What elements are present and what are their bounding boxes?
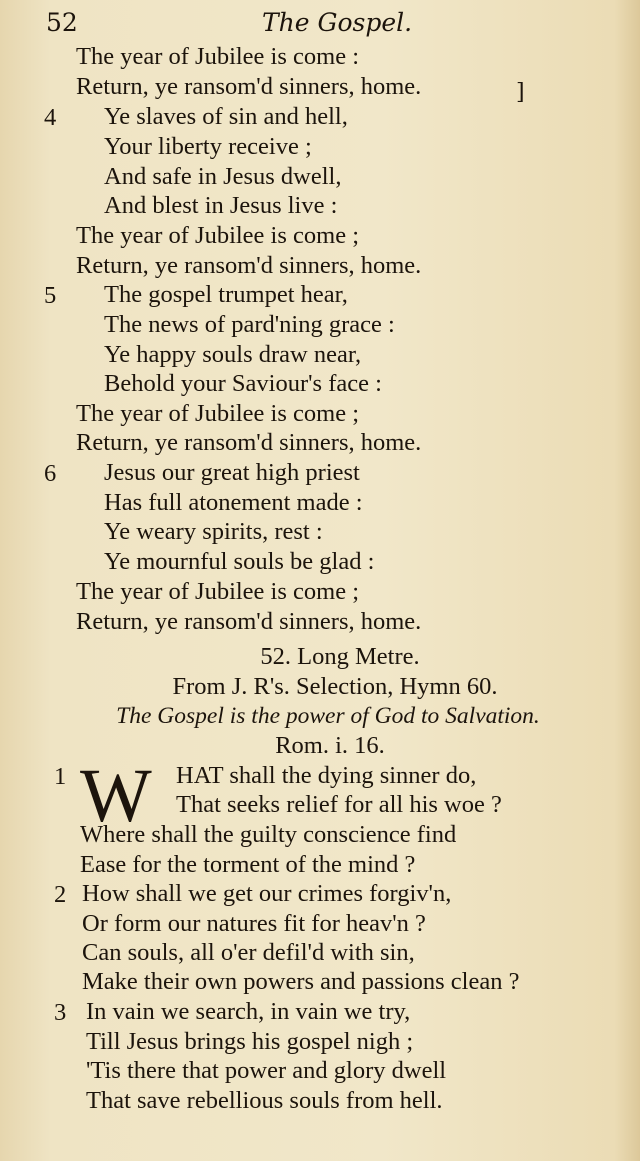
verse-line: Can souls, all o'er defil'd with sin,: [82, 939, 415, 966]
verse-line: Your liberty receive ;: [104, 133, 312, 160]
verse-number: 1: [54, 763, 67, 790]
verse-line: Till Jesus brings his gospel nigh ;: [86, 1028, 414, 1055]
verse-number: 2: [54, 881, 67, 908]
drop-cap: W: [80, 754, 152, 838]
verse-line: Ye weary spirits, rest :: [104, 518, 323, 545]
verse-line: Ye mournful souls be glad :: [104, 548, 375, 575]
verse-line: Where shall the guilty conscience find: [80, 821, 457, 848]
verse-line: HAT shall the dying sinner do,: [176, 762, 477, 789]
verse-line: And safe in Jesus dwell,: [104, 163, 342, 190]
hymn-source: From J. R's. Selection, Hymn 60.: [172, 673, 498, 700]
verse-line: Ye happy souls draw near,: [104, 341, 362, 368]
verse-line: Return, ye ransom'd sinners, home.: [76, 608, 422, 635]
verse-line: Has full atonement made :: [104, 489, 363, 516]
verse-line: The year of Jubilee is come :: [76, 43, 360, 70]
verse-number: 3: [54, 999, 67, 1026]
verse-line: Behold your Saviour's face :: [104, 370, 382, 397]
stanza-number: 4: [44, 104, 57, 131]
verse-line: Ye slaves of sin and hell,: [104, 103, 348, 130]
verse-line: The gospel trumpet hear,: [104, 281, 348, 308]
running-title: The Gospel.: [262, 8, 413, 37]
verse-line: Make their own powers and passions clean ?: [82, 968, 520, 995]
verse-line: Or form our natures fit for heav'n ?: [82, 910, 426, 937]
scripture-reference: Rom. i. 16.: [275, 732, 385, 759]
verse-line: Return, ye ransom'd sinners, home.: [76, 252, 422, 279]
hymn-heading: 52. Long Metre.: [260, 643, 420, 670]
verse-line: Jesus our great high priest: [104, 459, 360, 486]
verse-line: That seeks relief for all his woe ?: [176, 791, 502, 818]
verse-line: And blest in Jesus live :: [104, 192, 338, 219]
verse-line: The year of Jubilee is come ;: [76, 400, 360, 427]
verse-line: 'Tis there that power and glory dwell: [86, 1057, 447, 1084]
verse-line: Ease for the torment of the mind ?: [80, 851, 416, 878]
stanza-number: 5: [44, 282, 57, 309]
verse-line: How shall we get our crimes forgiv'n,: [82, 880, 452, 907]
verse-line: The year of Jubilee is come ;: [76, 222, 360, 249]
page-number: 52: [46, 8, 78, 37]
verse-line: That save rebellious souls from hell.: [86, 1087, 443, 1114]
verse-line: In vain we search, in vain we try,: [86, 998, 411, 1025]
verse-line: The news of pard'ning grace :: [104, 311, 395, 338]
verse-line: The year of Jubilee is come ;: [76, 578, 360, 605]
bracket-mark: ]: [516, 80, 525, 105]
verse-line: Return, ye ransom'd sinners, home.: [76, 73, 422, 100]
verse-line: Return, ye ransom'd sinners, home.: [76, 429, 422, 456]
page-header: [0, 4, 640, 40]
hymn-subtitle: The Gospel is the power of God to Salvation.: [116, 703, 540, 729]
stanza-number: 6: [44, 460, 57, 487]
